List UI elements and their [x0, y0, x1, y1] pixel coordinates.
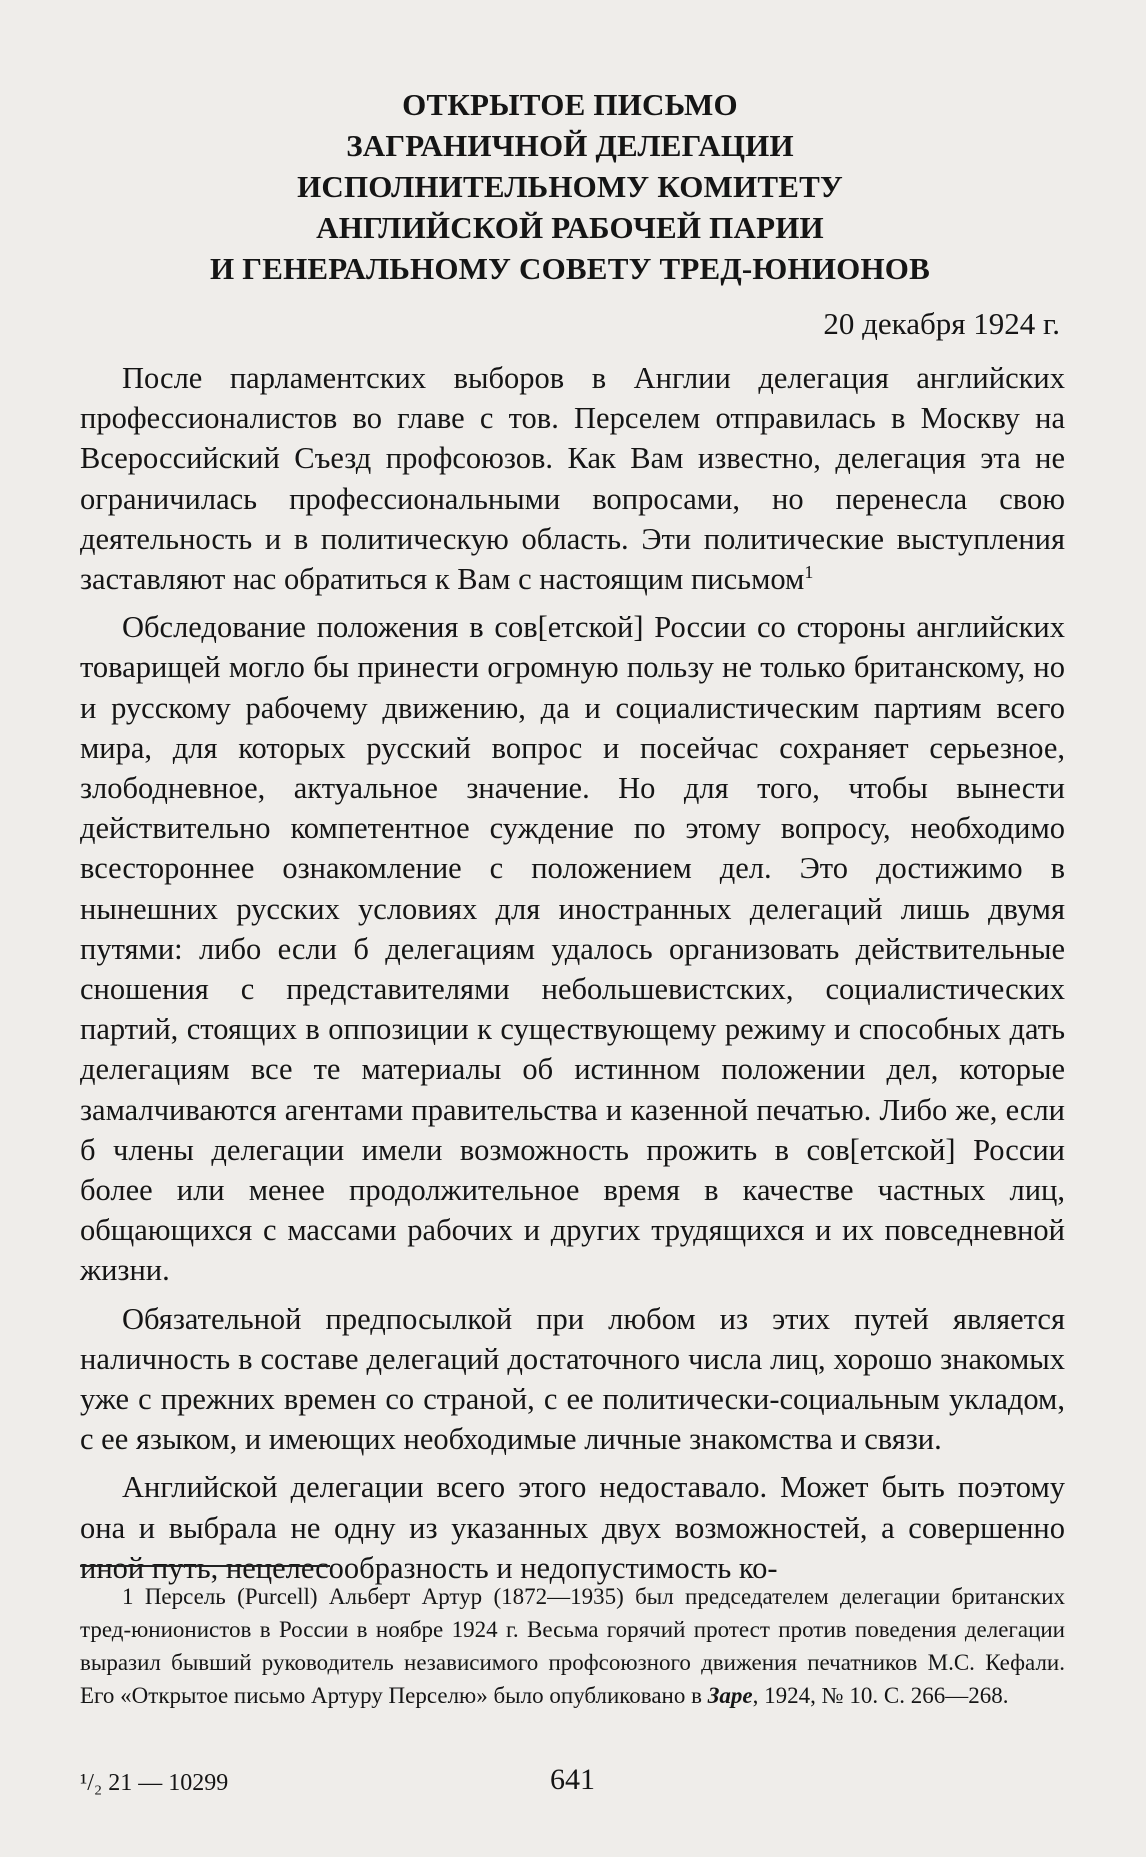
page-number: 641 — [550, 1763, 595, 1796]
title-line-1: ОТКРЫТОЕ ПИСЬМО — [402, 87, 738, 122]
footnote-journal: Заре — [707, 1683, 753, 1708]
paragraph-2: Обследование положения в сов[етской] России со стороны английских товарищей могло бы принести огромную пользу не только британскому, но и русскому рабочему движению, да и социалистическим партиям всего мира, для которых русский вопрос и посейчас сохраняет серьезное, злободневное, актуальное значение. Но для того, чтобы вынести действительно компетентное суждение по этому вопросу, необходимо всестороннее ознакомление с положением дел. Это достижимо в нынешних русских условиях для иностранных делегаций лишь двумя путями: либо если б делегациям удалось организовать действительные сношения с представителями небольшевистских, социалистических партий, стоящих в оппозиции к существующему режиму и способных дать делегациям все те материалы об истинном положении дел, которые замалчиваются агентами правительства и казенной печатью. Либо же, если б члены делегации имели возможность прожить в сов[етской] России более или менее продолжительное время в качестве частных лиц, общающихся с массами рабочих и других трудящихся и их повседневной жизни. — [80, 610, 1065, 1288]
paragraph-4: Английской делегации всего этого недоставало. Может быть поэтому она и выбрала не одну из указанных двух возможностей, а совершенно иной путь, нецелесообразность и недопустимость ко- — [80, 1470, 1065, 1585]
footnote-reference: 1 — [804, 561, 814, 582]
paragraph-3: Обязательной предпосылкой при любом из этих путей является наличность в составе делегаций достаточного числа лиц, хорошо знакомых уже с прежних времен со страной, с ее политически-социальным укладом, с ее языком, и имеющих необходимые личные знакомства и связи. — [80, 1301, 1065, 1457]
letter-title — [150, 84, 990, 289]
paragraph-1 — [80, 358, 1065, 599]
footnote — [80, 1580, 1065, 1712]
footnote-text-b: , 1924, № 10. С. 266—268. — [752, 1683, 1009, 1708]
title-line-5: И ГЕНЕРАЛЬНОМУ СОВЕТУ ТРЕД-ЮНИОНОВ — [210, 251, 930, 286]
footnote-text — [80, 1580, 1065, 1712]
printer-signature: ¹/₂ 21 — 10299 — [80, 1770, 229, 1796]
title-line-2: ЗАГРАНИЧНОЙ ДЕЛЕГАЦИИ — [346, 128, 794, 163]
footnote-mark: 1 — [122, 1584, 134, 1609]
footnote-text-a: Персель (Purcell) Альберт Артур (1872—1935) был председателем делегации британских тред-юнионистов в России в ноябре 1924 г. Весьма горячий протест против поведения делегации выразил бывший руководитель независимого профсоюзного движения печатников М.С. Кефали. Его «Открытое письмо Артуру Перселю» было опубликовано в — [80, 1584, 1066, 1708]
title-line-4: АНГЛИЙСКОЙ РАБОЧЕЙ ПАРИИ — [316, 210, 824, 245]
letter-body — [80, 358, 1065, 1596]
letter-date: 20 декабря 1924 г. — [823, 306, 1060, 341]
paragraph-1-text: После парламентских выборов в Англии делегация английских профессионалистов во главе с тов. Перселем отправилась в Москву на Всероссийский Съезд профсоюзов. Как Вам известно, делегация эта не ограничилась профессиональными вопросами, но перенесла свою деятельность и в политическую область. Эти политические выступления заставляют нас обратиться к Вам с настоящим письмом — [80, 361, 1065, 597]
title-line-3: ИСПОЛНИТЕЛЬНОМУ КОМИТЕТУ — [297, 169, 843, 204]
footnote-divider — [80, 1565, 330, 1567]
